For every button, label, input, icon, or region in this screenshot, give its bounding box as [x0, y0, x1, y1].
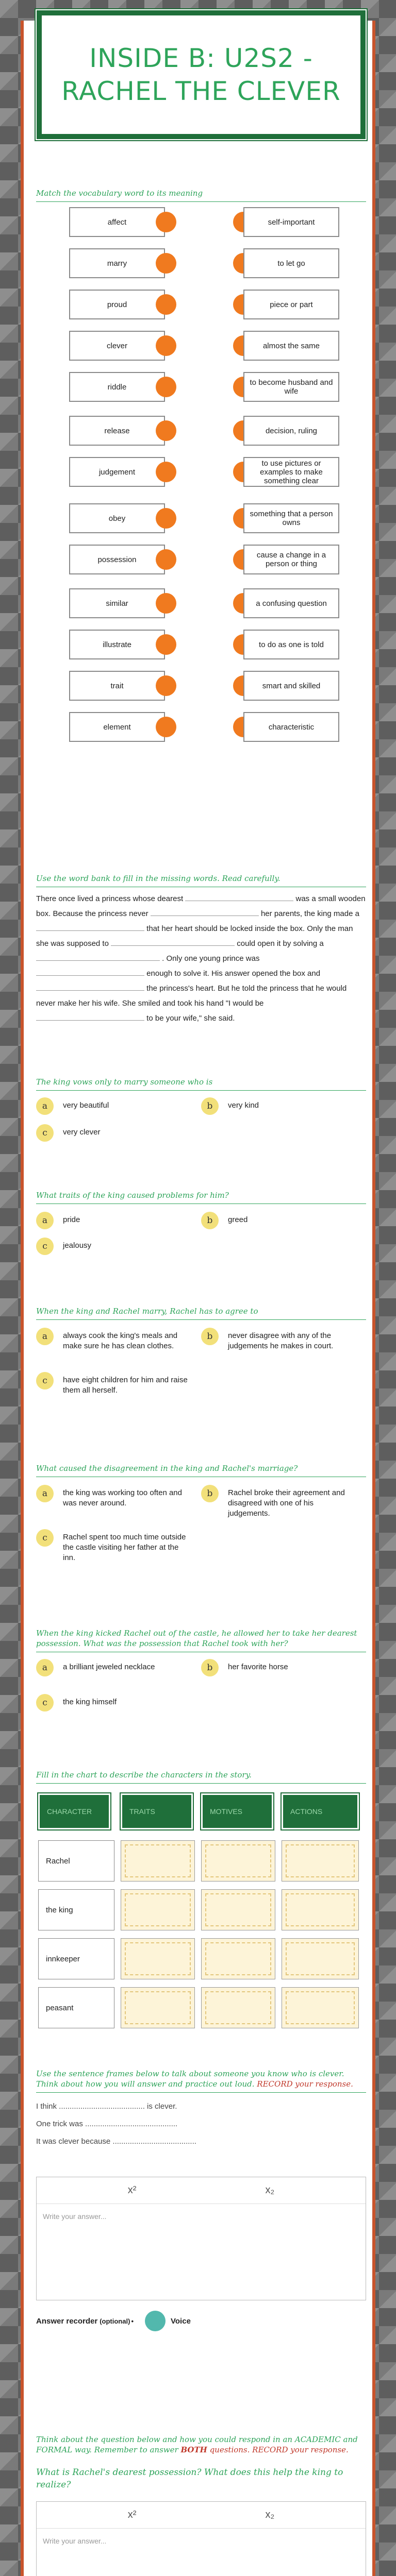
match-definition: to use pictures or examples to make something clear — [243, 457, 339, 487]
option-text: the king was working too often and was never around. — [63, 1488, 182, 1507]
cloze-text: to be your wife," she said. — [146, 1014, 235, 1023]
cloze-blank-5[interactable] — [36, 952, 160, 961]
question-prompt: The king vows only to marry someone who is — [36, 1077, 213, 1087]
match-connector-left[interactable] — [156, 549, 176, 570]
option-a[interactable] — [36, 1328, 191, 1351]
option-b[interactable] — [201, 1328, 356, 1351]
match-definition: almost the same — [243, 331, 339, 361]
option-badge: c — [36, 1529, 54, 1547]
match-connector-left[interactable] — [156, 253, 176, 274]
matching-row — [36, 712, 366, 746]
divider — [36, 1090, 366, 1091]
cell-king-motives[interactable] — [201, 1889, 275, 1930]
match-definition: piece or part — [243, 290, 339, 319]
option-a[interactable] — [36, 1212, 80, 1229]
matching-row — [36, 372, 366, 406]
matching-row — [36, 248, 366, 282]
option-text: the king himself — [63, 1698, 117, 1706]
matching-row — [36, 545, 366, 579]
option-c[interactable] — [36, 1238, 91, 1255]
match-word: riddle — [69, 372, 165, 402]
cell-rachel-traits[interactable] — [121, 1840, 195, 1882]
match-definition: to become husband and wife — [243, 372, 339, 402]
cloze-blank-6[interactable] — [36, 967, 144, 976]
match-connector-left[interactable] — [156, 212, 176, 232]
option-badge: c — [36, 1372, 54, 1389]
row-label-rachel: Rachel — [38, 1840, 114, 1882]
answer-textarea[interactable]: Write your answer... — [43, 2212, 107, 2221]
worksheet-page — [21, 21, 375, 2576]
sentence-frame-1: I think ........................................ is clever. — [36, 2102, 177, 2111]
option-c[interactable] — [36, 1372, 191, 1396]
option-badge: b — [201, 1212, 219, 1229]
cell-king-actions[interactable] — [282, 1889, 359, 1930]
final-prompt-text: Think about the question below and how you could respond in an ACADEMIC and FORMAL way. Remember to answer — [36, 2435, 358, 2454]
answer-recorder — [36, 2311, 191, 2331]
character-chart — [36, 1791, 366, 2044]
option-badge: a — [36, 1328, 54, 1345]
cloze-text: enough to solve it. His answer opened the box and — [146, 969, 321, 978]
cell-innkeeper-motives[interactable] — [201, 1938, 275, 1979]
option-a[interactable] — [36, 1659, 155, 1676]
option-text: her favorite horse — [228, 1663, 288, 1671]
match-word: element — [69, 712, 165, 742]
match-connector-left[interactable] — [156, 462, 176, 482]
question-prompt: What traits of the king caused problems for him? — [36, 1191, 229, 1200]
cell-innkeeper-actions[interactable] — [282, 1938, 359, 1979]
divider — [36, 2092, 366, 2093]
option-text: very beautiful — [63, 1101, 109, 1110]
option-text: very kind — [228, 1101, 259, 1110]
match-connector-left[interactable] — [156, 508, 176, 529]
option-b[interactable] — [201, 1485, 356, 1519]
recorder-optional: (optional) — [100, 2317, 130, 2325]
row-label-king: the king — [38, 1889, 114, 1930]
match-definition: a confusing question — [243, 588, 339, 618]
match-connector-left[interactable] — [156, 420, 176, 441]
emphasis-both: BOTH — [180, 2445, 207, 2454]
question-prompt: When the king and Rachel marry, Rachel has to agree to — [36, 1307, 258, 1316]
option-badge: a — [36, 1485, 54, 1502]
option-a[interactable] — [36, 1485, 191, 1509]
match-word: obey — [69, 503, 165, 533]
match-word: illustrate — [69, 630, 165, 659]
option-text: a brilliant jeweled necklace — [63, 1663, 155, 1671]
page-title: INSIDE B: U2S2 - RACHEL THE CLEVER — [61, 43, 341, 106]
answer-editor[interactable] — [36, 2177, 366, 2300]
option-a[interactable] — [36, 1097, 109, 1115]
matching-row — [36, 290, 366, 324]
matching-row — [36, 671, 366, 705]
option-badge: c — [36, 1238, 54, 1255]
matching-prompt: Match the vocabulary word to its meaning — [36, 189, 203, 198]
voice-label: Voice — [171, 2316, 191, 2326]
editor-toolbar — [37, 2502, 366, 2529]
matching-row — [36, 630, 366, 664]
matching-row — [36, 588, 366, 622]
subscript-button[interactable]: x₂ — [265, 2184, 275, 2196]
question-2 — [36, 1190, 366, 1251]
character-chart-section — [36, 1770, 366, 2012]
cloze-section — [36, 873, 366, 1026]
option-b[interactable] — [201, 1097, 259, 1115]
row-label-innkeeper: innkeeper — [38, 1938, 114, 1979]
option-text: greed — [228, 1215, 248, 1224]
cloze-text: was a small wooden box. Because the princess never — [36, 894, 366, 918]
divider — [36, 1783, 366, 1784]
chart-prompt: Fill in the chart to describe the characters in the story. — [36, 1770, 252, 1780]
cloze-blank-3[interactable] — [36, 922, 144, 931]
question-1 — [36, 1077, 366, 1138]
cell-innkeeper-traits[interactable] — [121, 1938, 195, 1979]
matching-row — [36, 503, 366, 537]
editor-toolbar — [37, 2177, 366, 2204]
divider — [36, 1319, 366, 1320]
record-voice-button[interactable] — [145, 2311, 166, 2331]
option-badge: b — [201, 1659, 219, 1676]
cell-peasant-motives[interactable] — [201, 1987, 275, 2028]
answer-editor[interactable] — [36, 2501, 366, 2576]
option-text: Rachel broke their agreement and disagreed with one of his judgements. — [228, 1488, 345, 1518]
recorder-dot: • — [131, 2317, 134, 2325]
option-badge: b — [201, 1097, 219, 1115]
question-5 — [36, 1628, 366, 1708]
option-badge: c — [36, 1124, 54, 1142]
match-word: clever — [69, 331, 165, 361]
header-motives: MOTIVES — [201, 1793, 273, 1829]
cloze-blank-8[interactable] — [36, 1011, 144, 1021]
option-badge: a — [36, 1097, 54, 1115]
matching-rows — [36, 202, 366, 753]
option-badge: c — [36, 1694, 54, 1711]
option-c[interactable] — [36, 1694, 117, 1711]
recorder-label: Answer recorder — [36, 2316, 98, 2326]
cloze-text: There once lived a princess whose dearest — [36, 894, 184, 903]
matching-row — [36, 416, 366, 450]
option-text: have eight children for him and raise them all herself. — [63, 1376, 188, 1395]
header-actions: ACTIONS — [282, 1793, 359, 1829]
match-definition: cause a change in a person or thing — [243, 545, 339, 574]
cell-peasant-actions[interactable] — [282, 1987, 359, 2028]
match-definition: something that a person owns — [243, 503, 339, 533]
cloze-prompt: Use the word bank to fill in the missing words. Read carefully. — [36, 874, 280, 883]
question-prompt: When the king kicked Rachel out of the castle, he allowed her to take her dearest possession. What was the possession that Rachel took with her? — [36, 1629, 357, 1648]
option-text: jealousy — [63, 1241, 92, 1250]
header-traits: TRAITS — [121, 1793, 193, 1829]
academic-response-section — [36, 2434, 366, 2545]
cloze-blank-7[interactable] — [36, 981, 144, 991]
cloze-paragraph — [36, 891, 366, 1026]
match-connector-left[interactable] — [156, 294, 176, 315]
option-text: never disagree with any of the judgements he makes in court. — [228, 1331, 334, 1350]
option-text: always cook the king's meals and make sure he has clean clothes. — [63, 1331, 178, 1350]
question-prompt: What caused the disagreement in the king and Rachel's marriage? — [36, 1464, 298, 1473]
option-badge: a — [36, 1212, 54, 1229]
subscript-button[interactable]: x₂ — [265, 2509, 275, 2520]
superscript-button[interactable]: x² — [127, 2509, 137, 2520]
match-word: release — [69, 416, 165, 446]
option-text: Rachel spent too much time outside the castle visiting her father at the inn. — [63, 1533, 186, 1562]
option-badge: b — [201, 1328, 219, 1345]
frames-prompt — [36, 2069, 366, 2089]
final-question: What is Rachel's dearest possession? What does this help the king to realize? — [36, 2467, 343, 2490]
option-badge: a — [36, 1659, 54, 1676]
option-text: pride — [63, 1215, 80, 1224]
match-word: judgement — [69, 457, 165, 487]
cloze-text: the princess's heart. But he told the princess that he would never make her his wife. She smiled and took his hand "I would be — [36, 984, 347, 1008]
sentence-frames-section — [36, 2069, 366, 2326]
cloze-text: that her heart should be locked inside the box. Only the man she was supposed to — [36, 924, 353, 948]
matching-row — [36, 457, 366, 491]
record-instruction: questions. RECORD your response. — [209, 2445, 349, 2454]
match-definition: decision, ruling — [243, 416, 339, 446]
match-connector-left[interactable] — [156, 675, 176, 696]
option-c[interactable] — [36, 1529, 191, 1563]
match-connector-left[interactable] — [156, 717, 176, 737]
match-word: marry — [69, 248, 165, 278]
cloze-blank-4[interactable] — [111, 937, 235, 946]
match-definition: self-important — [243, 207, 339, 237]
row-label-peasant: peasant — [38, 1987, 114, 2028]
option-b[interactable] — [201, 1659, 288, 1676]
superscript-button[interactable]: x² — [127, 2184, 137, 2196]
header-character: CHARACTER — [38, 1793, 110, 1829]
title-card — [37, 10, 366, 139]
cloze-text: . Only one young prince was — [162, 954, 260, 963]
matching-row — [36, 331, 366, 365]
question-4 — [36, 1463, 366, 1562]
option-b[interactable] — [201, 1212, 248, 1229]
matching-row — [36, 207, 366, 241]
match-definition: to let go — [243, 248, 339, 278]
cloze-text: could open it by solving a — [237, 939, 324, 948]
answer-textarea[interactable]: Write your answer... — [43, 2537, 107, 2545]
sentence-frame-2: One trick was ........................................... — [36, 2120, 178, 2128]
frames-prompt-text: Use the sentence frames below to talk about someone you know who is clever. Think about how you will answer and practice out loud. — [36, 2069, 344, 2089]
match-connector-left[interactable] — [156, 634, 176, 655]
cloze-blank-2[interactable] — [151, 907, 259, 916]
match-word: affect — [69, 207, 165, 237]
record-instruction: RECORD your response. — [257, 2079, 353, 2089]
match-connector-left[interactable] — [156, 593, 176, 614]
match-connector-left[interactable] — [156, 335, 176, 356]
match-definition: characteristic — [243, 712, 339, 742]
cell-peasant-traits[interactable] — [121, 1987, 195, 2028]
matching-section — [36, 188, 366, 753]
cloze-blank-1[interactable] — [185, 892, 293, 901]
match-word: possession — [69, 545, 165, 574]
option-badge: b — [201, 1485, 219, 1502]
final-prompt — [36, 2434, 366, 2455]
option-c[interactable] — [36, 1124, 101, 1142]
option-text: very clever — [63, 1128, 101, 1137]
cell-rachel-actions[interactable] — [282, 1840, 359, 1882]
cell-king-traits[interactable] — [121, 1889, 195, 1930]
match-word: proud — [69, 290, 165, 319]
cell-rachel-motives[interactable] — [201, 1840, 275, 1882]
sentence-frame-3: It was clever because ....................................... — [36, 2137, 196, 2146]
match-definition: to do as one is told — [243, 630, 339, 659]
match-word: similar — [69, 588, 165, 618]
match-definition: smart and skilled — [243, 671, 339, 701]
question-3 — [36, 1306, 366, 1395]
match-connector-left[interactable] — [156, 377, 176, 397]
cloze-text: her parents, the king made a — [260, 909, 359, 918]
match-word: trait — [69, 671, 165, 701]
